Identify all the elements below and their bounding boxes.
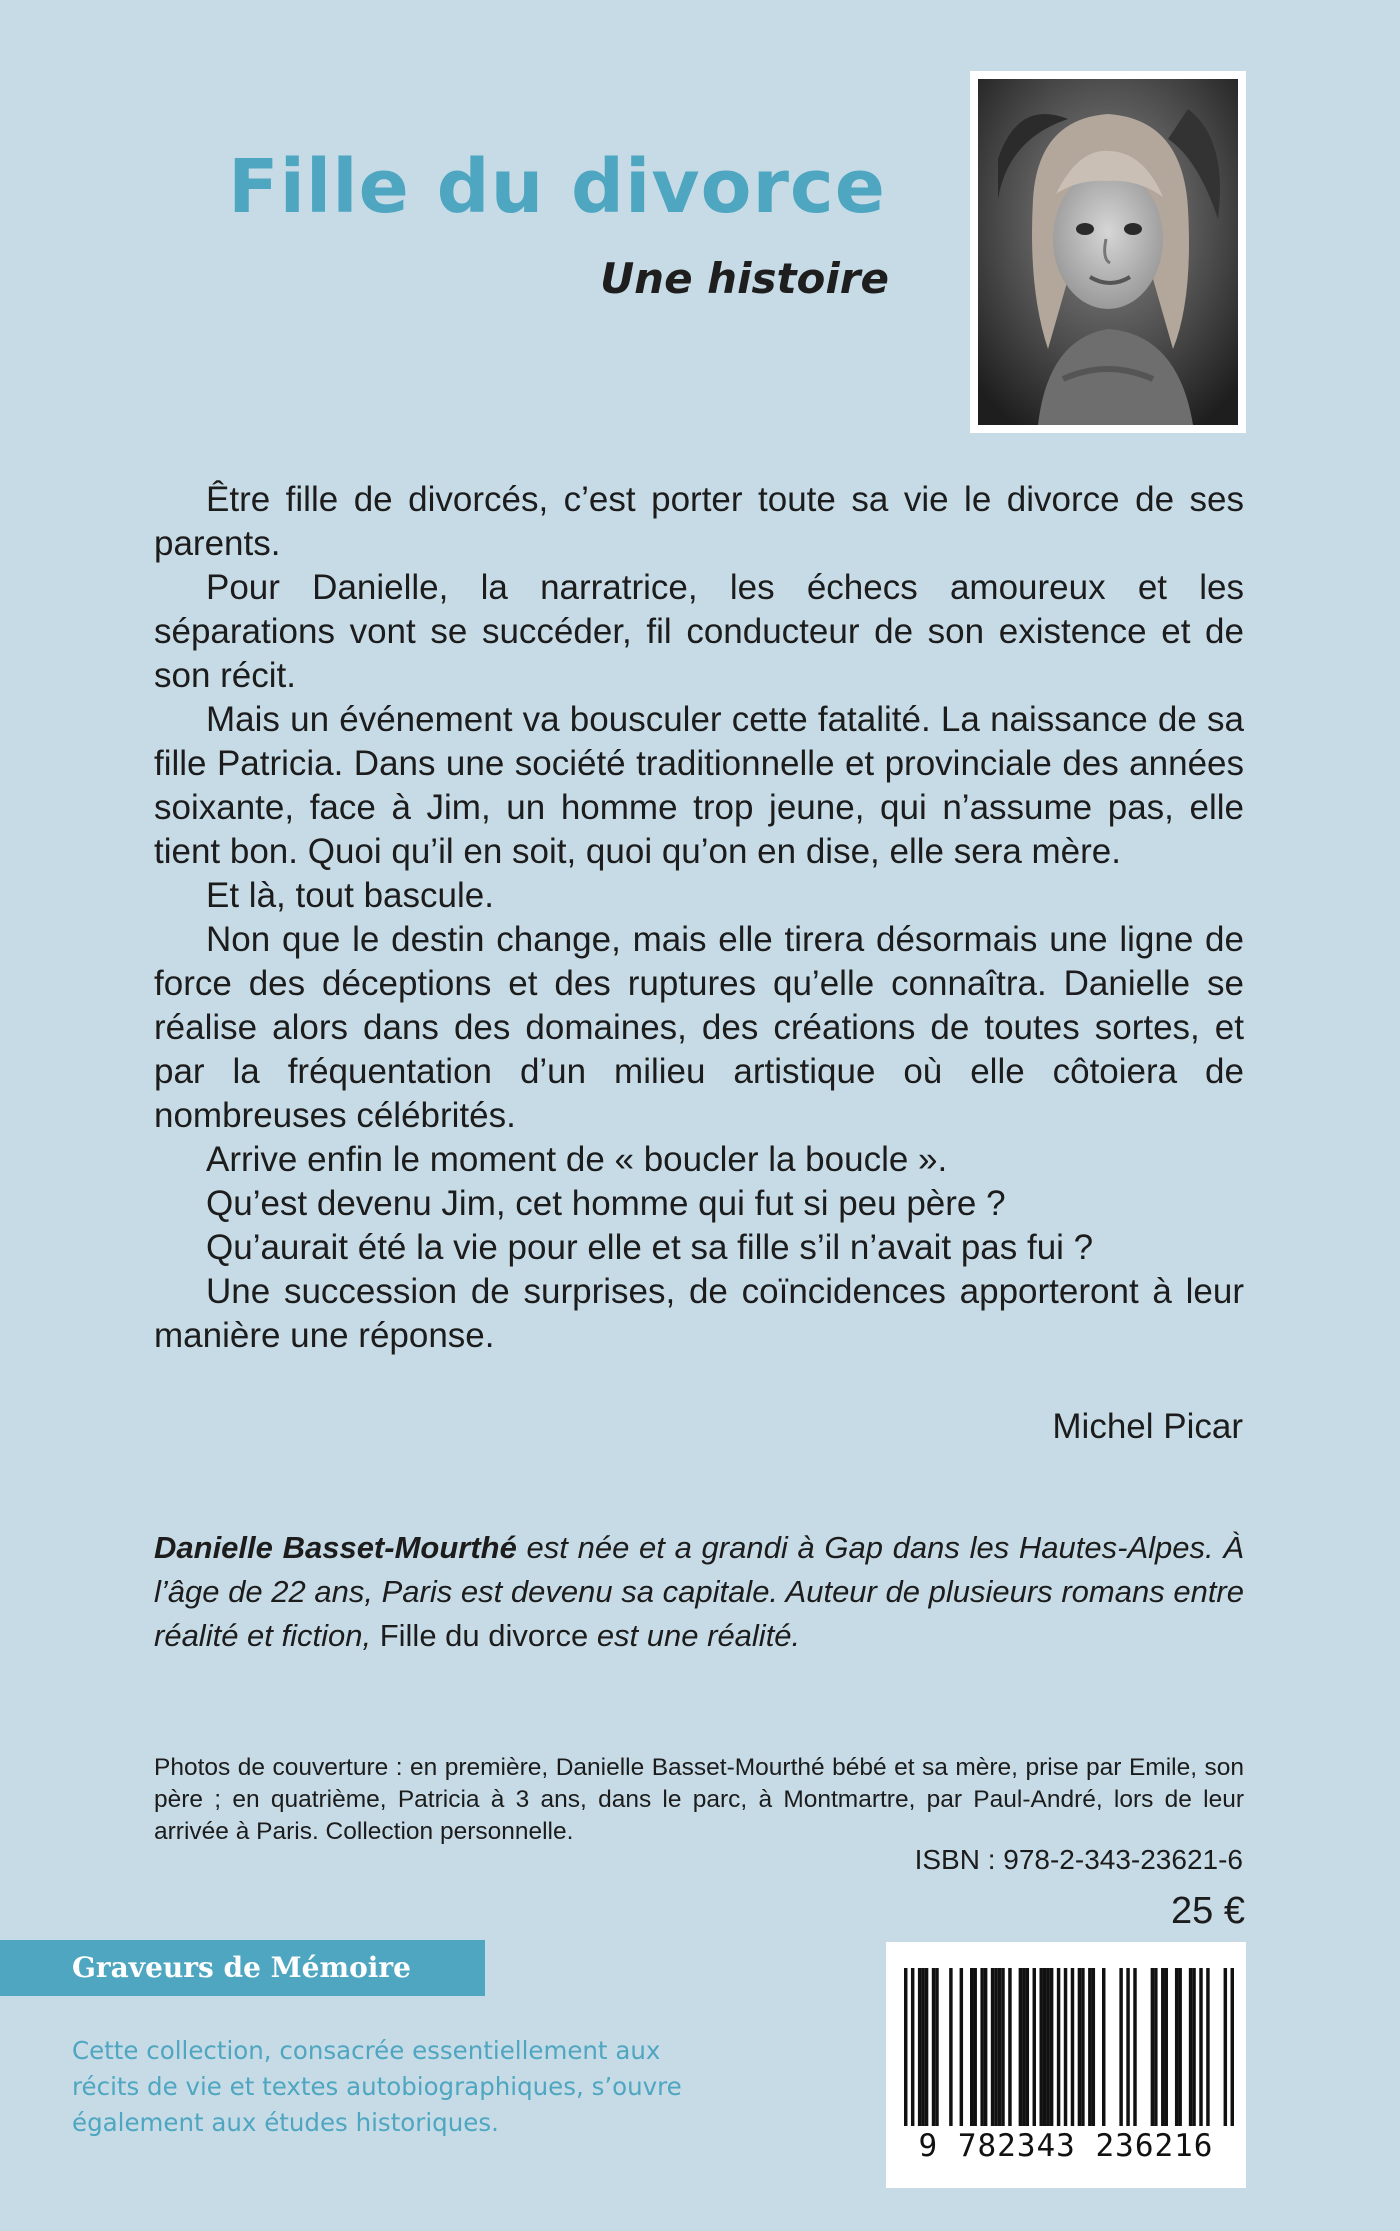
barcode-bar <box>984 1968 987 2126</box>
girl-portrait-photo-icon <box>978 79 1238 425</box>
barcode-bar <box>1019 1968 1022 2126</box>
summary-paragraph: Arrive enfin le moment de « boucler la boucle ». <box>206 1140 948 1179</box>
barcode-bar <box>1092 1968 1095 2126</box>
isbn: ISBN : 978-2-343-23621-6 <box>914 1844 1243 1875</box>
barcode <box>886 1942 1246 2188</box>
barcode-bar <box>1071 1968 1074 2126</box>
barcode-bar <box>1199 1968 1202 2126</box>
barcode-bar <box>921 1968 924 2126</box>
barcode-bar <box>1033 1968 1036 2126</box>
barcode-bar <box>1133 1968 1136 2126</box>
barcode-bar <box>1165 1968 1168 2126</box>
barcode-bar <box>1224 1968 1227 2126</box>
barcode-bar <box>949 1968 952 2126</box>
collection-name-band <box>0 1940 485 1996</box>
barcode-bar <box>1154 1968 1157 2126</box>
barcode-bar <box>1189 1968 1192 2126</box>
bio-book-title: Fille du divorce <box>379 1618 589 1653</box>
barcode-bar <box>1175 1968 1178 2126</box>
barcode-bar <box>1022 1968 1025 2126</box>
photo-credits: Photos de couverture : en première, Danielle Basset-Mourthé bébé et sa mère, prise par Emile, son père ; en quatrième, Patricia à 3 ans, dans le parc, à Montmartre, par Paul-André, lors de leur arrivée à Paris. Collection personnelle. <box>154 1754 1244 1845</box>
barcode-bar <box>1119 1968 1122 2126</box>
summary-paragraph: Être fille de divorcés, c’est porter toute sa vie le divorce de ses parents. <box>154 480 1244 563</box>
barcode-bar <box>918 1968 921 2126</box>
barcode-bar <box>1078 1968 1081 2126</box>
barcode-bar <box>925 1968 928 2126</box>
barcode-bar <box>904 1968 907 2126</box>
barcode-bar <box>1161 1968 1164 2126</box>
barcode-bar <box>1178 1968 1181 2126</box>
barcode-bar <box>1151 1968 1154 2126</box>
barcode-bar <box>980 1968 983 2126</box>
barcode-bar <box>1064 1968 1067 2126</box>
summary-paragraph: Mais un événement va bousculer cette fatalité. La naissance de sa fille Patricia. Dans une société traditionnelle et provinciale des années soixante, face à Jim, un homme trop jeune, qui n’assume pas, elle tient bon. Quoi qu’il en soit, quoi qu’on en dise, elle sera mère. <box>154 700 1244 871</box>
summary-paragraph: Qu’est devenu Jim, cet homme qui fut si peu père ? <box>206 1184 1006 1223</box>
barcode-digits: 9 782343 236216 <box>918 2128 1214 2164</box>
barcode-bar <box>1081 1968 1084 2126</box>
bio-text-end: est une réalité. <box>588 1618 801 1653</box>
bio-text: est née et a grandi à Gap dans les Hautes-Alpes. À l’âge de 22 ans, Paris est devenu sa capitale. Auteur de plusieurs romans entre réalité et fiction, <box>154 1530 1244 1653</box>
barcode-bar <box>994 1968 997 2126</box>
author-bio <box>154 1526 1244 1658</box>
barcode-bar <box>1231 1968 1234 2126</box>
barcode-bar <box>911 1968 914 2126</box>
barcode-bar <box>1001 1968 1004 2126</box>
back-cover-summary <box>154 478 1244 1358</box>
summary-paragraph: Pour Danielle, la narratrice, les échecs amoureux et les séparations vont se succéder, fil conducteur de son existence et de son récit. <box>154 568 1244 695</box>
summary-paragraph: Non que le destin change, mais elle tirera désormais une ligne de force des déceptions et des ruptures qu’elle connaîtra. Danielle se réalise alors dans des domaines, des créations de toutes sortes, et par la fréquentation d’un milieu artistique où elle côtoiera de nombreuses célébrités. <box>154 920 1244 1135</box>
barcode-bar <box>1088 1968 1091 2126</box>
barcode-bar <box>1102 1968 1105 2126</box>
barcode-bar <box>1008 1968 1011 2126</box>
author-name: Danielle Basset-Mourthé <box>154 1530 517 1565</box>
barcode-bar <box>960 1968 963 2126</box>
barcode-bar <box>1206 1968 1209 2126</box>
book-title: Fille du divorce <box>228 144 886 230</box>
barcode-bar <box>1043 1968 1046 2126</box>
barcode-bars-icon <box>904 1968 1234 2126</box>
summary-paragraph: Une succession de surprises, de coïncidences apporteront à leur manière une réponse. <box>154 1272 1244 1355</box>
barcode-bar <box>935 1968 938 2126</box>
barcode-bar <box>991 1968 994 2126</box>
book-subtitle: Une histoire <box>600 254 889 303</box>
barcode-bar <box>932 1968 935 2126</box>
barcode-bar <box>1039 1968 1042 2126</box>
barcode-bar <box>1192 1968 1195 2126</box>
summary-signature: Michel Picar <box>1052 1407 1243 1446</box>
barcode-bar <box>1046 1968 1049 2126</box>
barcode-bar <box>973 1968 976 2126</box>
summary-paragraph: Et là, tout bascule. <box>206 876 494 915</box>
collection-name: Graveurs de Mémoire <box>72 1951 411 1984</box>
collection-description: Cette collection, consacrée essentiellement aux récits de vie et textes autobiographiques, s’ouvre également aux études historiques. <box>72 2036 682 2137</box>
summary-paragraph: Qu’aurait été la vie pour elle et sa fille s’il n’avait pas fui ? <box>206 1228 1094 1267</box>
barcode-bar <box>1057 1968 1060 2126</box>
barcode-bar <box>970 1968 973 2126</box>
price: 25 € <box>1171 1890 1245 1932</box>
barcode-bar <box>1126 1968 1129 2126</box>
barcode-bar <box>1026 1968 1029 2126</box>
cover-photo <box>970 71 1246 433</box>
barcode-bar <box>998 1968 1001 2126</box>
barcode-bar <box>1050 1968 1053 2126</box>
